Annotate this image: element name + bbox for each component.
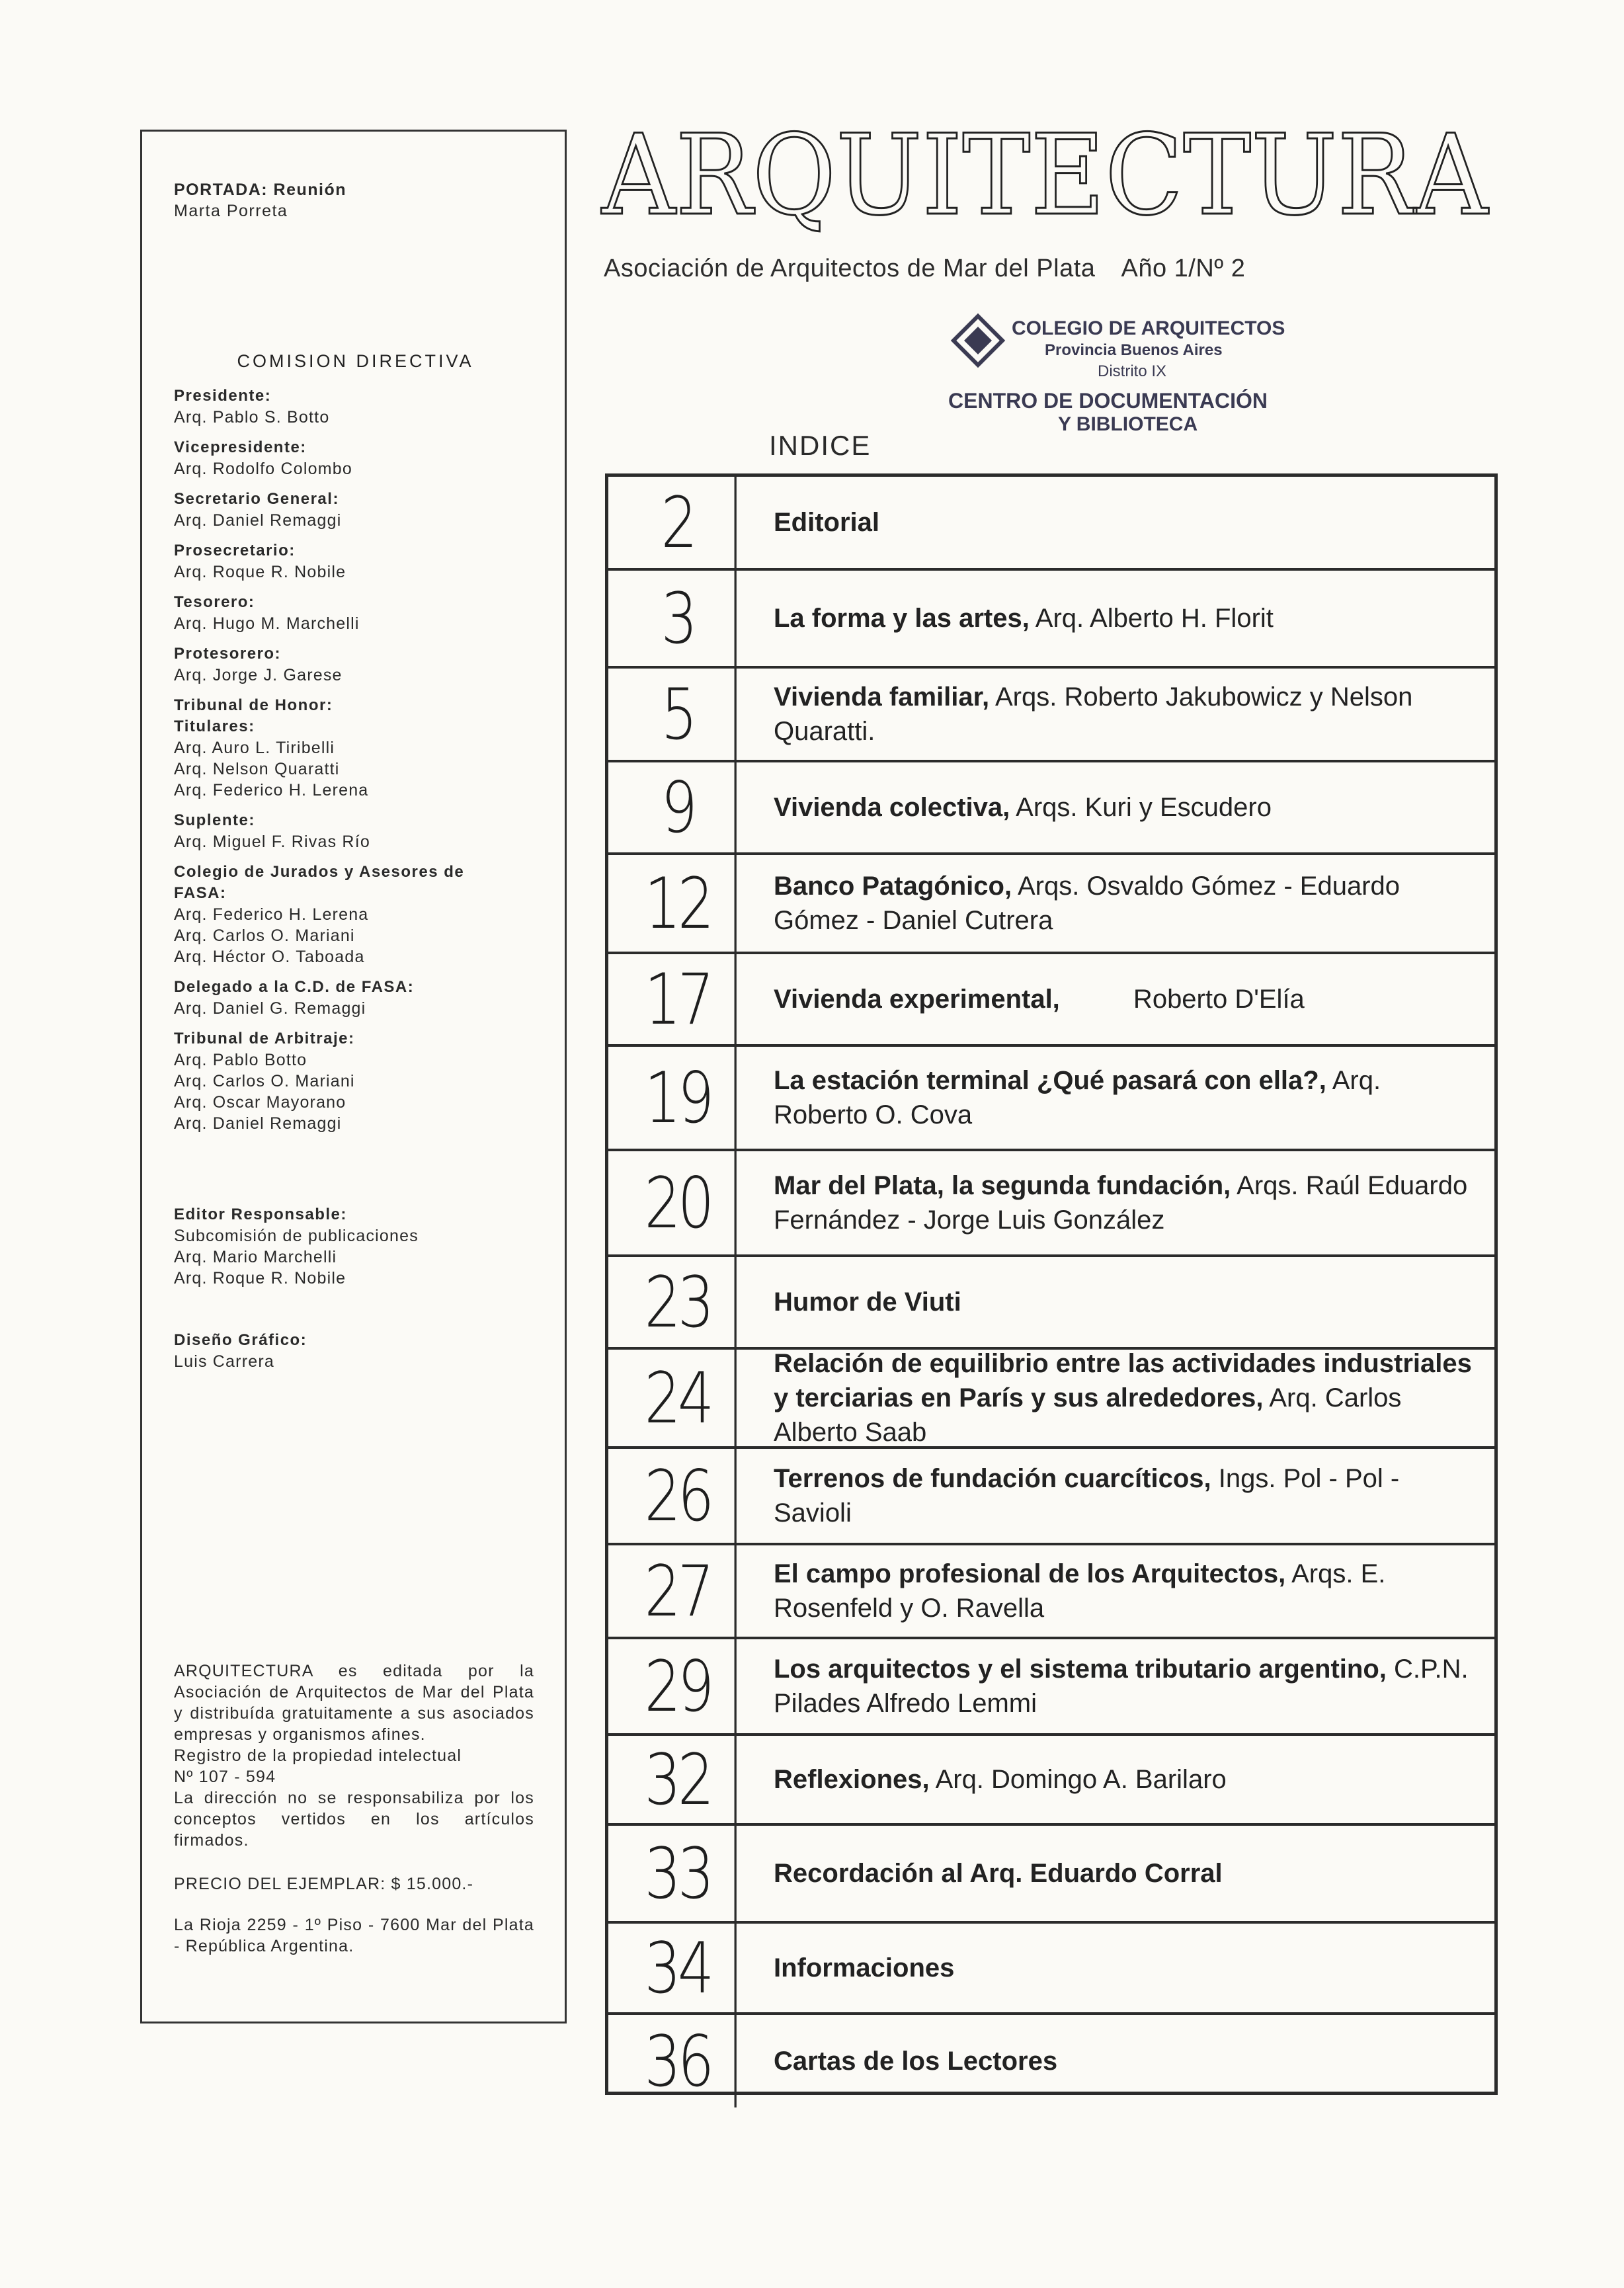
member-name: Arq. Carlos O. Mariani xyxy=(174,1072,355,1090)
member-name: Arq. Pablo Botto xyxy=(174,1051,307,1069)
price: PRECIO DEL EJEMPLAR: $ 15.000.- xyxy=(174,1875,474,1893)
role-label: Tribunal de Arbitraje: xyxy=(174,1030,355,1047)
stamp-line: Provincia Buenos Aires xyxy=(1045,341,1223,359)
toc-entry xyxy=(774,1151,1475,1254)
role-label: Titulares: xyxy=(174,717,255,735)
library-stamp xyxy=(939,311,1309,443)
toc-page-number: 34 xyxy=(621,1924,737,2012)
toc-page-number: 23 xyxy=(621,1257,737,1347)
index-heading: INDICE xyxy=(769,430,872,461)
toc-page-number: 17 xyxy=(621,954,737,1044)
toc-entry xyxy=(774,855,1475,952)
toc-page-number: 12 xyxy=(621,855,737,952)
toc-row[interactable] xyxy=(608,477,1494,571)
toc-entry-author: Arqs. Osvaldo Gómez - Eduardo Gómez - Daniel Cutrera xyxy=(774,872,1408,935)
member-name: Arq. Roque R. Nobile xyxy=(174,563,346,581)
toc-entry-author: Arq. Domingo A. Barilaro xyxy=(929,1765,1227,1794)
role-label: Suplente: xyxy=(174,811,255,829)
toc-entry-title: Terrenos de fundación cuarcíticos, xyxy=(774,1464,1211,1493)
toc-row[interactable] xyxy=(608,1545,1494,1639)
cover-title: Reunión xyxy=(273,181,347,199)
toc-row[interactable] xyxy=(608,1047,1494,1151)
toc-row[interactable] xyxy=(608,1826,1494,1924)
toc-entry xyxy=(774,571,1475,666)
toc-entry-title: La forma y las artes, xyxy=(774,604,1030,633)
toc-entry xyxy=(774,1826,1475,1921)
legal-text: ARQUITECTURA es editada por la Asociación de Arquitectos de Mar del Plata y distribuída gratuitamente a sus asociados empresas y organismos afines. xyxy=(174,1662,534,1744)
toc-entry-title: Vivienda colectiva, xyxy=(774,793,1010,822)
toc-page-number: 3 xyxy=(621,571,737,666)
toc-entry-title: El campo profesional de los Arquitectos, xyxy=(774,1559,1286,1588)
toc-page-number: 9 xyxy=(621,762,737,852)
toc-page-number: 5 xyxy=(621,669,737,760)
member-name: Arq. Rodolfo Colombo xyxy=(174,460,352,478)
toc-entry xyxy=(774,954,1475,1044)
member-name: Arq. Oscar Mayorano xyxy=(174,1093,346,1112)
toc-entry-author: Arqs. E. Rosenfeld y O. Ravella xyxy=(774,1559,1393,1623)
member-name: Arq. Carlos O. Mariani xyxy=(174,926,355,945)
toc-entry-author: C.P.N. Pilades Alfredo Lemmi xyxy=(774,1655,1476,1718)
stamp-emblem-icon xyxy=(948,311,1008,370)
toc-entry xyxy=(774,1350,1475,1446)
role-label: Tesorero: xyxy=(174,593,255,611)
toc-row[interactable] xyxy=(608,954,1494,1047)
member-name: Arq. Federico H. Lerena xyxy=(174,781,369,799)
role-label: Secretario General: xyxy=(174,490,339,508)
member-name: Arq. Nelson Quaratti xyxy=(174,760,340,778)
toc-page-number: 26 xyxy=(621,1449,737,1543)
toc-entry-author: Arq. Carlos Alberto Saab xyxy=(774,1383,1408,1447)
toc-page-number: 36 xyxy=(621,2015,737,2107)
masthead-logo xyxy=(595,124,1494,233)
toc-entry-author: Arqs. Kuri y Escudero xyxy=(1010,793,1272,822)
cover-label: PORTADA: xyxy=(174,181,268,199)
member-name: Arq. Jorge J. Garese xyxy=(174,666,343,684)
toc-row[interactable] xyxy=(608,855,1494,954)
stamp-line: Y BIBLIOTECA xyxy=(1058,413,1198,435)
member-name: Arq. Daniel Remaggi xyxy=(174,1114,342,1133)
toc-entry-author: Ings. Pol - Pol - Savioli xyxy=(774,1464,1407,1528)
toc-entry xyxy=(774,1545,1475,1637)
stamp-line: CENTRO DE DOCUMENTACIÓN xyxy=(948,389,1268,413)
toc-row[interactable] xyxy=(608,1257,1494,1350)
cover-author: Marta Porreta xyxy=(174,202,288,220)
member-name: Arq. Daniel Remaggi xyxy=(174,511,342,530)
role-label: Protesorero: xyxy=(174,645,282,663)
comision-list xyxy=(174,386,557,1143)
legal-registro-num: Nº 107 - 594 xyxy=(174,1768,276,1786)
toc-entry-author: Arq. Roberto O. Cova xyxy=(774,1066,1389,1129)
masthead-title: ARQUITECTURA xyxy=(601,124,1489,233)
toc-page-number: 32 xyxy=(621,1736,737,1823)
toc-entry-title: Reflexiones, xyxy=(774,1765,930,1794)
member-name: Arq. Héctor O. Taboada xyxy=(174,948,365,966)
editor-credit xyxy=(174,1204,557,1289)
toc-page-number: 33 xyxy=(621,1826,737,1921)
toc-row[interactable] xyxy=(608,1449,1494,1545)
toc-row[interactable] xyxy=(608,1350,1494,1449)
toc-row[interactable] xyxy=(608,2015,1494,2107)
member-name: Arq. Auro L. Tiribelli xyxy=(174,739,335,757)
role-label: Presidente: xyxy=(174,387,272,405)
address: La Rioja 2259 - 1º Piso - 7600 Mar del Plata - República Argentina. xyxy=(174,1916,534,1955)
toc-entry-author: Arqs. Raúl Eduardo Fernández - Jorge Luis González xyxy=(774,1171,1475,1235)
member-name: Arq. Hugo M. Marchelli xyxy=(174,614,360,633)
role-label: Delegado a la C.D. de FASA: xyxy=(174,978,415,996)
toc-entry xyxy=(774,762,1475,852)
stamp-line: Distrito IX xyxy=(1098,362,1167,380)
toc-entry xyxy=(774,669,1475,760)
legal-registro: Registro de la propiedad intelectual xyxy=(174,1746,462,1765)
association-name: Asociación de Arquitectos de Mar del Plata xyxy=(604,255,1096,282)
toc-page-number: 29 xyxy=(621,1639,737,1733)
toc-entry-title: Editorial xyxy=(774,508,880,537)
masthead-credits-box xyxy=(140,130,567,2023)
table-of-contents xyxy=(605,473,1498,2102)
toc-page-number: 20 xyxy=(621,1151,737,1254)
design-role: Diseño Gráfico: xyxy=(174,1331,307,1349)
toc-entry-title: Humor de Viuti xyxy=(774,1287,961,1317)
editor-line: Arq. Mario Marchelli xyxy=(174,1248,337,1266)
toc-page-number: 27 xyxy=(621,1545,737,1637)
toc-entry xyxy=(774,1639,1475,1733)
role-label: Vicepresidente: xyxy=(174,438,307,456)
toc-entry-author: Roberto D'Elía xyxy=(1059,985,1305,1014)
masthead-subtitle xyxy=(604,255,1245,283)
toc-entry-title: Informaciones xyxy=(774,1953,955,1982)
design-name: Luis Carrera xyxy=(174,1352,274,1371)
toc-entry-title: Los arquitectos y el sistema tributario argentino, xyxy=(774,1655,1387,1684)
toc-entry xyxy=(774,1047,1475,1149)
stamp-line: COLEGIO DE ARQUITECTOS xyxy=(1012,317,1285,339)
toc-row[interactable] xyxy=(608,571,1494,669)
member-name: Arq. Miguel F. Rivas Río xyxy=(174,833,370,851)
toc-row[interactable] xyxy=(608,1924,1494,2015)
toc-row[interactable] xyxy=(608,669,1494,762)
toc-entry-title: Relación de equilibrio entre las actividades industriales y terciarias en París y sus alrededores, xyxy=(774,1349,1472,1412)
role-label: Tribunal de Honor: xyxy=(174,696,333,714)
legal-notice xyxy=(174,1660,534,1957)
toc-entry xyxy=(774,1257,1475,1347)
member-name: Arq. Daniel G. Remaggi xyxy=(174,999,366,1018)
toc-entry xyxy=(774,477,1475,568)
cover-credit xyxy=(174,179,557,222)
toc-entry-title: Vivienda experimental, xyxy=(774,985,1060,1014)
role-label: Prosecretario: xyxy=(174,542,296,559)
role-label: Colegio de Jurados y Asesores de FASA: xyxy=(174,863,465,902)
toc-entry xyxy=(774,2015,1475,2107)
member-name: Arq. Pablo S. Botto xyxy=(174,408,330,427)
toc-entry-author: Arq. Alberto H. Florit xyxy=(1029,604,1274,633)
toc-entry-title: Banco Patagónico, xyxy=(774,872,1012,901)
member-name: Arq. Federico H. Lerena xyxy=(174,905,369,924)
toc-entry xyxy=(774,1449,1475,1543)
toc-entry xyxy=(774,1924,1475,2012)
toc-entry-title: Mar del Plata, la segunda fundación, xyxy=(774,1171,1231,1200)
toc-row[interactable] xyxy=(608,1736,1494,1826)
toc-row[interactable] xyxy=(608,762,1494,855)
editor-line: Subcomisión de publicaciones xyxy=(174,1227,419,1245)
toc-entry xyxy=(774,1736,1475,1823)
editor-line: Arq. Roque R. Nobile xyxy=(174,1269,346,1287)
toc-page-number: 24 xyxy=(621,1350,737,1446)
design-credit xyxy=(174,1330,557,1372)
toc-row[interactable] xyxy=(608,1639,1494,1736)
toc-entry-title: La estación terminal ¿Qué pasará con ella?, xyxy=(774,1066,1326,1095)
toc-row[interactable] xyxy=(608,1151,1494,1257)
toc-page-number: 19 xyxy=(621,1047,737,1149)
toc-page-number: 2 xyxy=(621,477,737,568)
editor-role: Editor Responsable: xyxy=(174,1205,347,1223)
toc-entry-title: Recordación al Arq. Eduardo Corral xyxy=(774,1859,1223,1888)
toc-entry-author: Arqs. Roberto Jakubowicz y Nelson Quaratti. xyxy=(774,682,1420,746)
legal-disclaimer: La dirección no se responsabiliza por los conceptos vertidos en los artículos firmados. xyxy=(174,1789,534,1850)
issue-number: Año 1/Nº 2 xyxy=(1121,255,1246,282)
comision-title: COMISION DIRECTIVA xyxy=(237,351,474,371)
toc-entry-title: Cartas de los Lectores xyxy=(774,2047,1058,2076)
toc-entry-title: Vivienda familiar, xyxy=(774,682,990,712)
